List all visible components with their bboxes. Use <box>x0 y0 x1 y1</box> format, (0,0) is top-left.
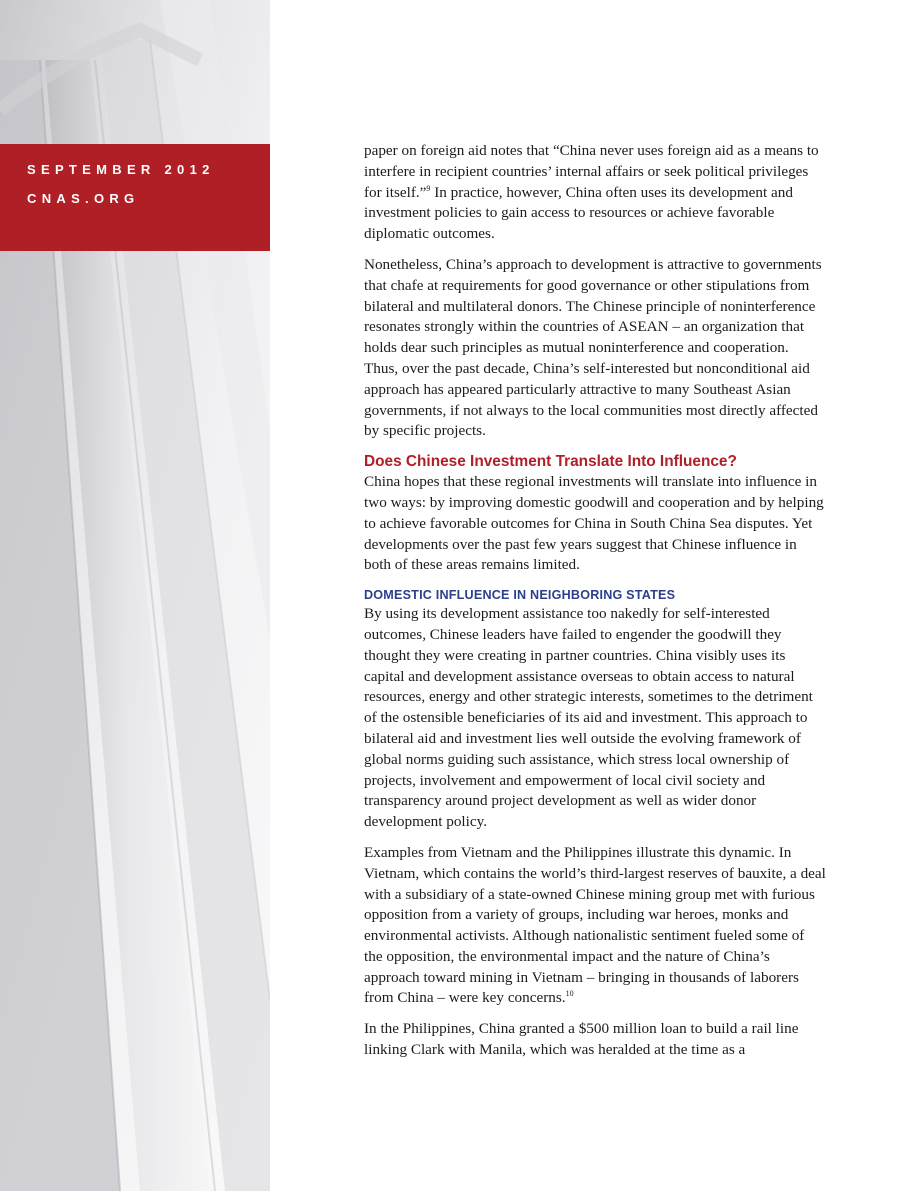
paragraph: Nonetheless, China’s approach to development is attractive to governments that chafe at requirements for good governance or other stipulations from bilateral and multilateral donors. The Chinese principle of noninterference resonates strongly within the countries of ASEAN – an organization that holds dear such principles as mutual noninterference and cooperation. Thus, over the past decade, China’s self-interested but nonconditional aid approach has appeared particularly attractive to many Southeast Asian governments, if not always to the local communities most directly affected by specific projects. <box>364 255 822 440</box>
paragraph: In the Philippines, China granted a $500 million loan to build a rail line linking Clark with Manila, which was heralded at the time as a <box>364 1020 799 1059</box>
issue-date: SEPTEMBER 2012 <box>27 162 215 177</box>
article-body <box>364 141 826 1071</box>
paragraph: paper on foreign aid notes that “China never uses foreign aid as a means to interfere in recipient countries’ internal affairs or seek political privileges for itself.”$^9$ In practice, however, China often uses its development and investment policies to gain access to resources or achieve favorable diplomatic outcomes. <box>364 142 819 243</box>
paragraph: China hopes that these regional investments will translate into influence in two ways: by improving domestic goodwill and cooperation and by helping to achieve favorable outcomes for China in South China Sea disputes. Yet developments over the past few years suggest that Chinese influence in both of these areas remains limited. <box>364 473 824 574</box>
site-link[interactable]: CNAS.ORG <box>27 191 140 206</box>
footnote-ref[interactable]: 10 <box>565 989 574 999</box>
subsection-heading: DOMESTIC INFLUENCE IN NEIGHBORING STATES <box>364 588 676 603</box>
paragraph: Examples from Vietnam and the Philippines illustrate this dynamic. In Vietnam, which contains the world’s third-largest reserves of bauxite, a deal with a subsidiary of a state-owned Chinese mining group met with furious opposition from a variety of groups, including war heroes, monks and environmental activists. Although nationalistic sentiment fueled some of the opposition, the environmental impact and the nature of China’s approach toward mining in Vietnam – bringing in thousands of laborers from China – were key concerns.$^{10}$ <box>364 843 826 1007</box>
paragraph: By using its development assistance too nakedly for self-interested outcomes, Chinese leaders have failed to engender the goodwill they thought they were creating in partner countries. China visibly uses its capital and development assistance overseas to obtain access to natural resources, energy and other strategic interests, sometimes to the detriment of the ostensible beneficiaries of its aid and investment. This approach to bilateral aid and investment lies well outside the evolving framework of global norms guiding such assistance, which stress local ownership of projects, involvement and empowerment of local civil society and transparency around project development as well as wider donor development policy. <box>364 605 813 831</box>
footnote-ref[interactable]: 9 <box>426 183 431 193</box>
section-heading: Does Chinese Investment Translate Into Influence? <box>364 453 737 471</box>
